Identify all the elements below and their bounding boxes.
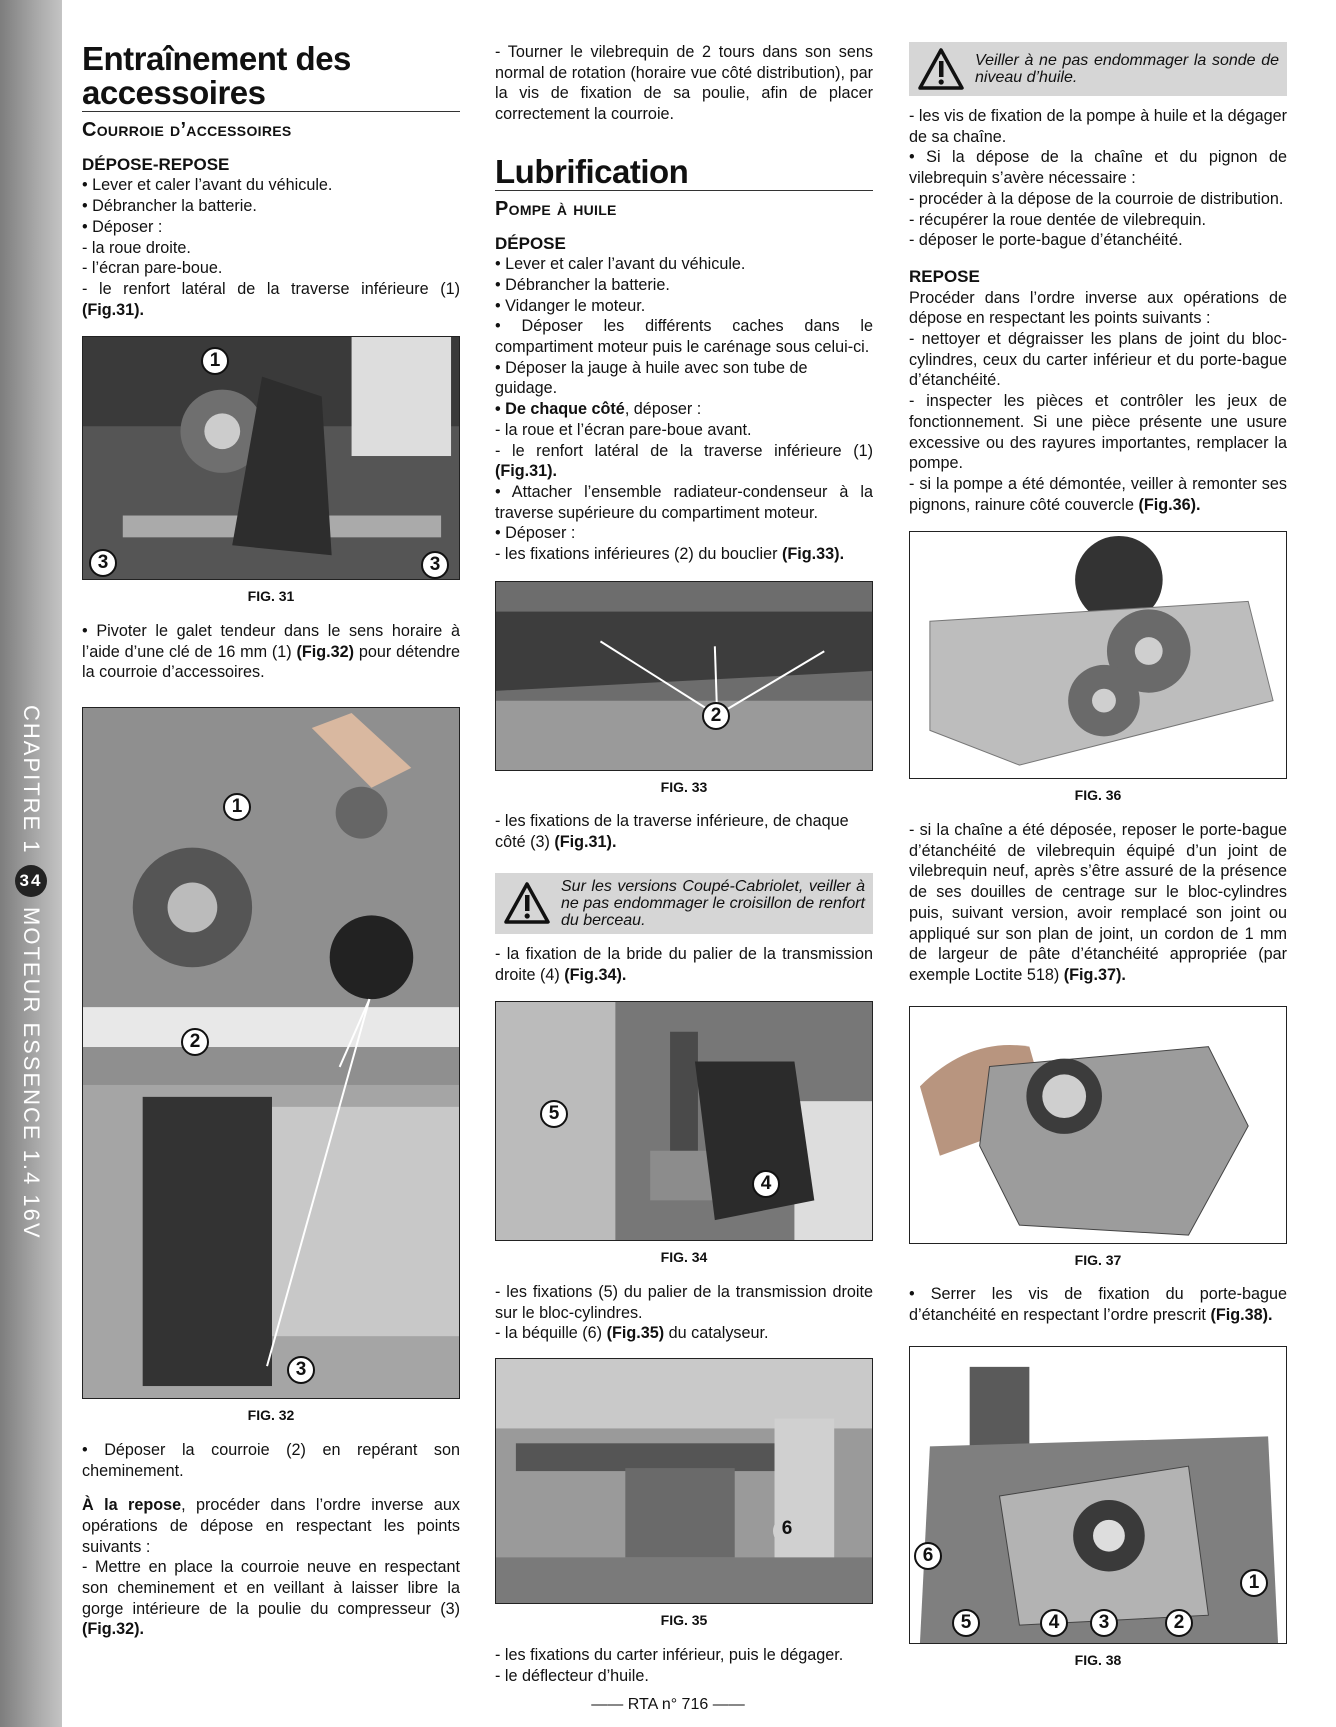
caption-fig37: FIG. 37 [1074, 1251, 1122, 1268]
text-recup: - récupérer la roue dentée de vilebrequin. [909, 210, 1206, 229]
callout: 4 [752, 1170, 780, 1198]
callout: 2 [1165, 1609, 1193, 1637]
caption-fig38: FIG. 38 [1074, 1651, 1122, 1668]
text-nettoyer: - nettoyer et dégraisser les plans de joint du bloc-cylindres, ceux du carter inférieur et du porte-bague d’étanchéité. [909, 330, 1287, 390]
text-inspecter: - inspecter les pièces et contrôler les jeux de fonctionnement. Si une pièce présente une usure excessive ou des rayures importantes, remplacer la pompe. [909, 392, 1287, 473]
caption-fig33: FIG. 33 [660, 778, 708, 795]
column-3 [909, 42, 1287, 1671]
text-bequille: - la béquille (6) (Fig.35) du catalyseur. [495, 1324, 769, 1343]
heading-depose-repose: DÉPOSE-REPOSE [82, 154, 230, 174]
heading-repose: REPOSE [909, 266, 980, 286]
callout: 2 [181, 1028, 209, 1056]
figure-34 [495, 1001, 873, 1241]
callout: 5 [952, 1609, 980, 1637]
section-title-accessoires: Entraînement des accessoires [82, 42, 460, 112]
text-caches: • Déposer les différents caches dans le compartiment moteur puis le carénage sous celui-ci. [495, 317, 873, 357]
column-1 [82, 42, 460, 1640]
callout: 1 [201, 347, 229, 375]
callout: 1 [1240, 1569, 1268, 1597]
figure-37 [909, 1006, 1287, 1244]
warning-text: Veiller à ne pas endommager la sonde de niveau d’huile. [975, 52, 1279, 86]
callout: 6 [914, 1542, 942, 1570]
text-roue: - la roue et l’écran pare-boue avant. [495, 420, 752, 439]
page-footer: —— RTA n° 716 —— [591, 1696, 745, 1713]
callout: 3 [89, 549, 117, 577]
warning-text: Sur les versions Coupé-Cabriolet, veiller à ne pas endommager le croisillon de renfort du berceau. [561, 877, 865, 929]
callout: 4 [1040, 1609, 1068, 1637]
text-carter: - les fixations du carter inférieur, puis le dégager. [495, 1645, 844, 1664]
text-line: • Débrancher la batterie. [82, 197, 257, 216]
text-line: - l’écran pare-boue. [82, 259, 223, 278]
text-deflecteur: - le déflecteur d’huile. [495, 1666, 649, 1685]
text-vis: - les vis de fixation de la pompe à huile et la dégager de sa chaîne. [909, 107, 1287, 146]
callout: 3 [421, 551, 449, 579]
text-line: • Vidanger le moteur. [495, 296, 646, 315]
text-fix2: - les fixations inférieures (2) du bouclier (Fig.33). [495, 545, 845, 564]
callout: 6 [773, 1517, 801, 1545]
caption-fig36: FIG. 36 [1074, 787, 1122, 804]
subtitle-pompe: Pompe à huile [495, 197, 617, 220]
figure-38 [909, 1346, 1287, 1644]
callout: 5 [540, 1100, 568, 1128]
callout: 2 [702, 702, 730, 730]
caption-fig35: FIG. 35 [660, 1612, 708, 1629]
text-attacher: • Attacher l’ensemble radiateur-condenseur à la traverse supérieure du compartiment moteur. [495, 482, 873, 522]
text-bride: - la fixation de la bride du palier de la transmission droite (4) (Fig.34). [495, 944, 873, 984]
text-trav: - les fixations de la traverse inférieure, de chaque côté (3) (Fig.31). [495, 812, 849, 852]
figure-31 [82, 336, 460, 580]
chapter-side-title [14, 705, 48, 1239]
text-deposer2: • Déposer : [495, 524, 576, 543]
text-serrer: • Serrer les vis de fixation du porte-bague d’étanchéité en respectant l’ordre prescrit (Fig.38). [909, 1285, 1287, 1325]
caption-fig34: FIG. 34 [660, 1249, 708, 1266]
engine-label: MOTEUR ESSENCE 1.4 16V [19, 906, 44, 1240]
section-title-lubrification: Lubrification [495, 155, 873, 191]
warning-triangle-icon [503, 881, 551, 925]
heading-depose: DÉPOSE [495, 233, 566, 253]
text-line: • Déposer : [82, 217, 163, 236]
figure-32 [82, 707, 460, 1399]
subtitle-courroie: Courroie d’accessoires [82, 119, 292, 141]
callout: 1 [223, 793, 251, 821]
callout: 3 [287, 1356, 315, 1384]
text-line: • Lever et caler l’avant du véhicule. [495, 255, 746, 274]
text-si: • Si la dépose de la chaîne et du pignon de vilebrequin s’avère nécessaire : [909, 148, 1287, 188]
text-line: • Débrancher la batterie. [495, 275, 670, 294]
figure-35 [495, 1358, 873, 1604]
text-renfort2: - le renfort latéral de la traverse inférieure (1) (Fig.31). [495, 441, 873, 481]
text-pivoter: • Pivoter le galet tendeur dans le sens horaire à l’aide d’une clé de 16 mm (1) (Fig.32) pour détendre la courroie d’accessoires. [82, 622, 460, 682]
caption-fig31: FIG. 31 [247, 588, 295, 605]
text-palier: - les fixations (5) du palier de la transmission droite sur le bloc-cylindres. [495, 1282, 873, 1322]
figure-33 [495, 581, 873, 771]
text-proc: - procéder à la dépose de la courroie de distribution. [909, 189, 1284, 208]
chapter-label: CHAPITRE 1 [19, 705, 44, 855]
warning-box-sonde [909, 42, 1287, 96]
warning-triangle-icon [917, 47, 965, 91]
text-renfort: - le renfort latéral de la traverse inférieure (1) (Fig.31). [82, 279, 460, 319]
warning-box-coupe [495, 873, 873, 934]
caption-fig32: FIG. 32 [247, 1407, 295, 1424]
text-line: • Lever et caler l’avant du véhicule. [82, 176, 333, 195]
callout: 3 [1090, 1609, 1118, 1637]
text-jauge: • Déposer la jauge à huile avec son tube de guidage. [495, 358, 808, 398]
text-proceder: Procéder dans l’ordre inverse aux opérations de dépose en respectant les points suivants : [909, 288, 1287, 328]
text-pompe: - si la pompe a été démontée, veiller à remonter ses pignons, rainure côté couvercle (Fig.36). [909, 474, 1287, 514]
figure-36 [909, 531, 1287, 779]
text-chaine: - si la chaîne a été déposée, reposer le porte-bague d’étanchéité de vilebrequin équipé d’un joint de vilebrequin neuf, après s’être assuré de la présence de ses douilles de centrage sur le bloc-cylindres puis, suivant version, avoir remplacé son joint ou appliqué sur son plan de joint, un cordon de 1 mm de largeur de pâte d’étanchéité appropriée (par exemple Loctite 518) (Fig.37). [909, 821, 1287, 984]
text-porte: - déposer le porte-bague d’étanchéité. [909, 231, 1183, 250]
text-repose: À la repose, procéder dans l’ordre inverse aux opérations de dépose en respectant les points suivants : [82, 1496, 460, 1556]
text-tourner: - Tourner le vilebrequin de 2 tours dans son sens normal de rotation (horaire vue côté distribution), par la vis de fixation de sa poulie, afin de placer correctement la courroie. [495, 43, 873, 124]
column-2 [495, 42, 873, 1686]
text-mettre: - Mettre en place la courroie neuve en respectant son cheminement et en veillant à laisser libre la gorge intérieure de la poulie du compresseur (3) (Fig.32). [82, 1558, 460, 1639]
text-deposer-courroie: • Déposer la courroie (2) en repérant son cheminement. [82, 1440, 460, 1480]
text-line: - la roue droite. [82, 238, 191, 257]
text-chaque: • De chaque côté, déposer : [495, 400, 702, 419]
page-number-badge: 34 [15, 865, 47, 897]
